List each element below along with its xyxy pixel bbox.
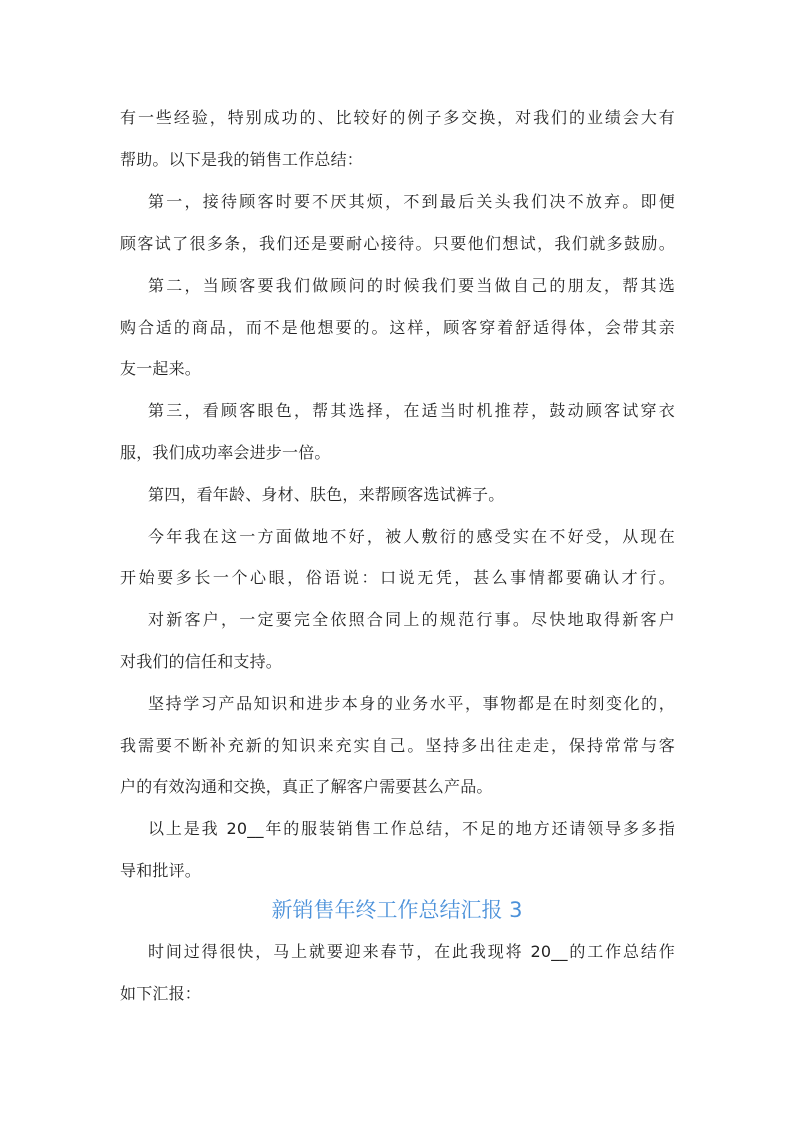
paragraph-line: 开始要多长一个心眼，俗语说：口说无凭，甚么事情都要确认才行。 xyxy=(120,568,675,587)
paragraph-line: 帮助。以下是我的销售工作总结： xyxy=(120,150,364,169)
paragraph-line: 对我们的信任和支持。 xyxy=(120,652,283,671)
paragraph-line: 时间过得很快，马上就要迎来春节，在此我现将 20__的工作总结作 xyxy=(148,942,675,961)
paragraph-line: 第四，看年龄、身材、肤色，来帮顾客选试裤子。 xyxy=(148,485,505,504)
paragraph-line: 第二，当顾客要我们做顾问的时候我们要当做自己的朋友，帮其选 xyxy=(148,276,675,295)
paragraph-line: 户的有效沟通和交换，真正了解客户需要甚么产品。 xyxy=(120,777,493,796)
paragraph-line: 服，我们成功率会进步一倍。 xyxy=(120,443,331,462)
paragraph-line: 今年我在这一方面做地不好，被人敷衍的感受实在不好受，从现在 xyxy=(148,527,675,546)
paragraph-line: 我需要不断补充新的知识来充实自己。坚持多出往走走，保持常常与客 xyxy=(120,736,675,755)
paragraph-line: 友一起来。 xyxy=(120,359,202,378)
paragraph-line: 顾客试了很多条，我们还是要耐心接待。只要他们想试，我们就多鼓励。 xyxy=(120,234,675,253)
paragraph-line: 购合适的商品，而不是他想要的。这样，顾客穿着舒适得体，会带其亲 xyxy=(120,318,675,337)
paragraph-line: 如下汇报： xyxy=(120,984,202,1003)
paragraph-line: 第三，看顾客眼色，帮其选择，在适当时机推荐，鼓动顾客试穿衣 xyxy=(148,401,675,420)
section-heading: 新销售年终工作总结汇报 3 xyxy=(271,898,523,922)
paragraph-line: 以上是我 20__年的服装销售工作总结，不足的地方还请领导多多指 xyxy=(148,819,675,838)
paragraph-line: 导和批评。 xyxy=(120,861,202,880)
paragraph-line: 有一些经验，特别成功的、比较好的例子多交换，对我们的业绩会大有 xyxy=(120,108,675,127)
paragraph-line: 对新客户，一定要完全依照合同上的规范行事。尽快地取得新客户 xyxy=(148,610,675,629)
paragraph-line: 坚持学习产品知识和进步本身的业务水平，事物都是在时刻变化的， xyxy=(148,694,675,713)
paragraph-line: 第一，接待顾客时要不厌其烦，不到最后关头我们决不放弃。即便 xyxy=(148,192,675,211)
